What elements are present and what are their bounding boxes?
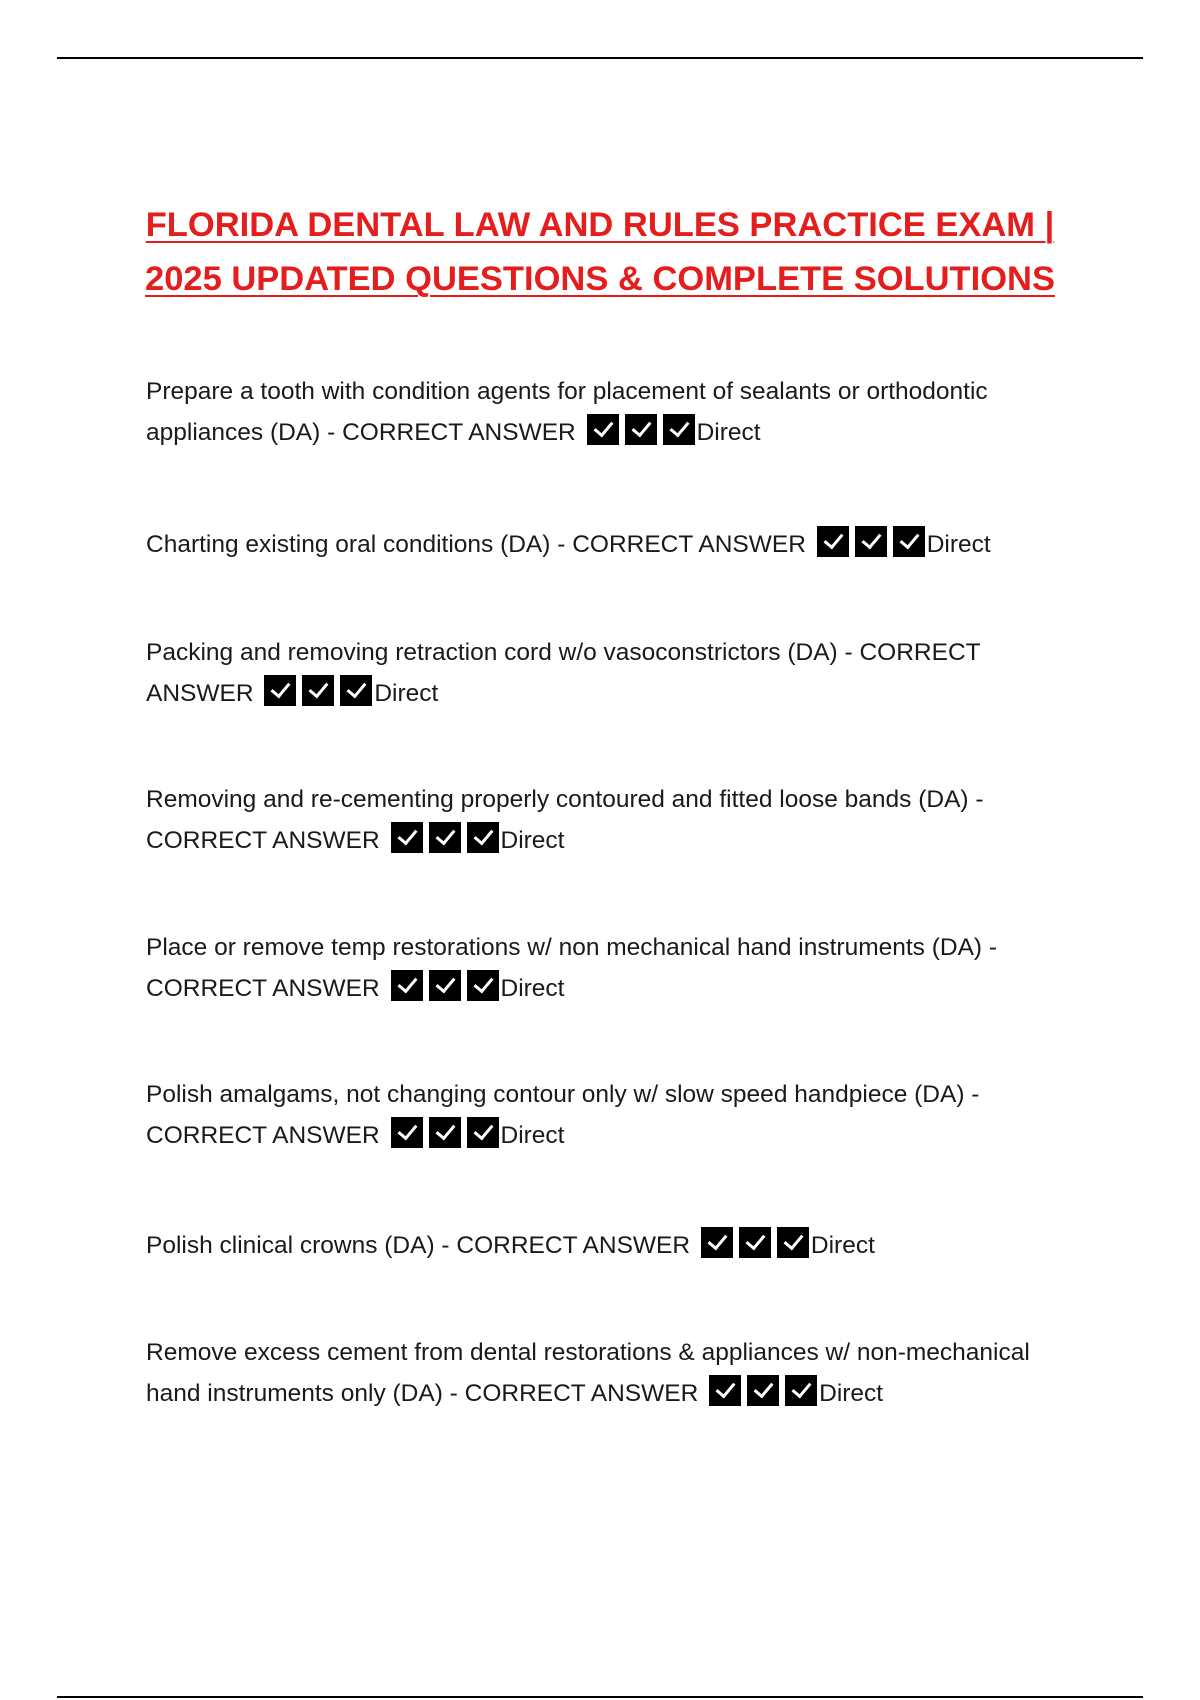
checkbox-check-icon	[467, 822, 499, 853]
checkbox-check-icon	[467, 970, 499, 1001]
title-line-1: FLORIDA DENTAL LAW AND RULES PRACTICE EXAM |	[145, 206, 1055, 244]
checkbox-check-icon	[709, 1375, 741, 1406]
checkbox-check-icon	[391, 970, 423, 1001]
answer-text: Direct	[810, 1232, 875, 1259]
check-marks	[587, 414, 695, 445]
answer-text: Direct	[926, 531, 991, 558]
checkbox-check-icon	[785, 1375, 817, 1406]
checkbox-check-icon	[893, 526, 925, 557]
checkbox-check-icon	[587, 414, 619, 445]
answer-text: Direct	[374, 680, 439, 707]
question-text: Polish clinical crowns (DA) - CORRECT ANSWER	[146, 1232, 691, 1259]
qa-item	[146, 371, 1066, 453]
question-text: Prepare a tooth with condition agents for placement of sealants or orthodontic appliances (DA) - CORRECT ANSWER	[146, 378, 988, 446]
qa-item	[146, 1225, 1066, 1266]
top-divider	[57, 57, 1143, 59]
question-text: Polish amalgams, not changing contour only w/ slow speed handpiece (DA) - CORRECT ANSWER	[146, 1081, 980, 1149]
question-text: Charting existing oral conditions (DA) - CORRECT ANSWER	[146, 531, 806, 558]
qa-item	[146, 1332, 1066, 1414]
answer-text: Direct	[500, 1122, 565, 1149]
checkbox-check-icon	[391, 1117, 423, 1148]
checkbox-check-icon	[739, 1227, 771, 1258]
check-marks	[701, 1227, 809, 1258]
document-title	[0, 198, 1200, 306]
checkbox-check-icon	[855, 526, 887, 557]
checkbox-check-icon	[391, 822, 423, 853]
check-marks	[264, 675, 372, 706]
checkbox-check-icon	[817, 526, 849, 557]
checkbox-check-icon	[264, 675, 296, 706]
checkbox-check-icon	[429, 1117, 461, 1148]
qa-item	[146, 524, 1066, 565]
question-text: Remove excess cement from dental restorations & appliances w/ non-mechanical hand instruments only (DA) - CORRECT ANSWER	[146, 1339, 1030, 1407]
checkbox-check-icon	[467, 1117, 499, 1148]
checkbox-check-icon	[429, 970, 461, 1001]
answer-text: Direct	[819, 1380, 884, 1407]
question-text: Place or remove temp restorations w/ non mechanical hand instruments (DA) - CORRECT ANSWER	[146, 934, 998, 1002]
check-marks	[391, 1117, 499, 1148]
bottom-divider	[57, 1696, 1143, 1698]
checkbox-check-icon	[663, 414, 695, 445]
question-text: Packing and removing retraction cord w/o vasoconstrictors (DA) - CORRECT ANSWER	[146, 639, 981, 707]
checkbox-check-icon	[429, 822, 461, 853]
title-line-2: 2025 UPDATED QUESTIONS & COMPLETE SOLUTIONS	[145, 260, 1055, 298]
qa-item	[146, 927, 1066, 1009]
answer-text: Direct	[500, 975, 565, 1002]
checkbox-check-icon	[777, 1227, 809, 1258]
qa-item	[146, 1074, 1066, 1156]
answer-text: Direct	[500, 827, 565, 854]
answer-text: Direct	[696, 419, 761, 446]
check-marks	[817, 526, 925, 557]
checkbox-check-icon	[340, 675, 372, 706]
check-marks	[391, 822, 499, 853]
check-marks	[391, 970, 499, 1001]
qa-item	[146, 779, 1066, 861]
qa-item	[146, 632, 1066, 714]
checkbox-check-icon	[302, 675, 334, 706]
checkbox-check-icon	[701, 1227, 733, 1258]
checkbox-check-icon	[625, 414, 657, 445]
check-marks	[709, 1375, 817, 1406]
question-text: Removing and re-cementing properly contoured and fitted loose bands (DA) - CORRECT ANSWER	[146, 786, 984, 854]
checkbox-check-icon	[747, 1375, 779, 1406]
